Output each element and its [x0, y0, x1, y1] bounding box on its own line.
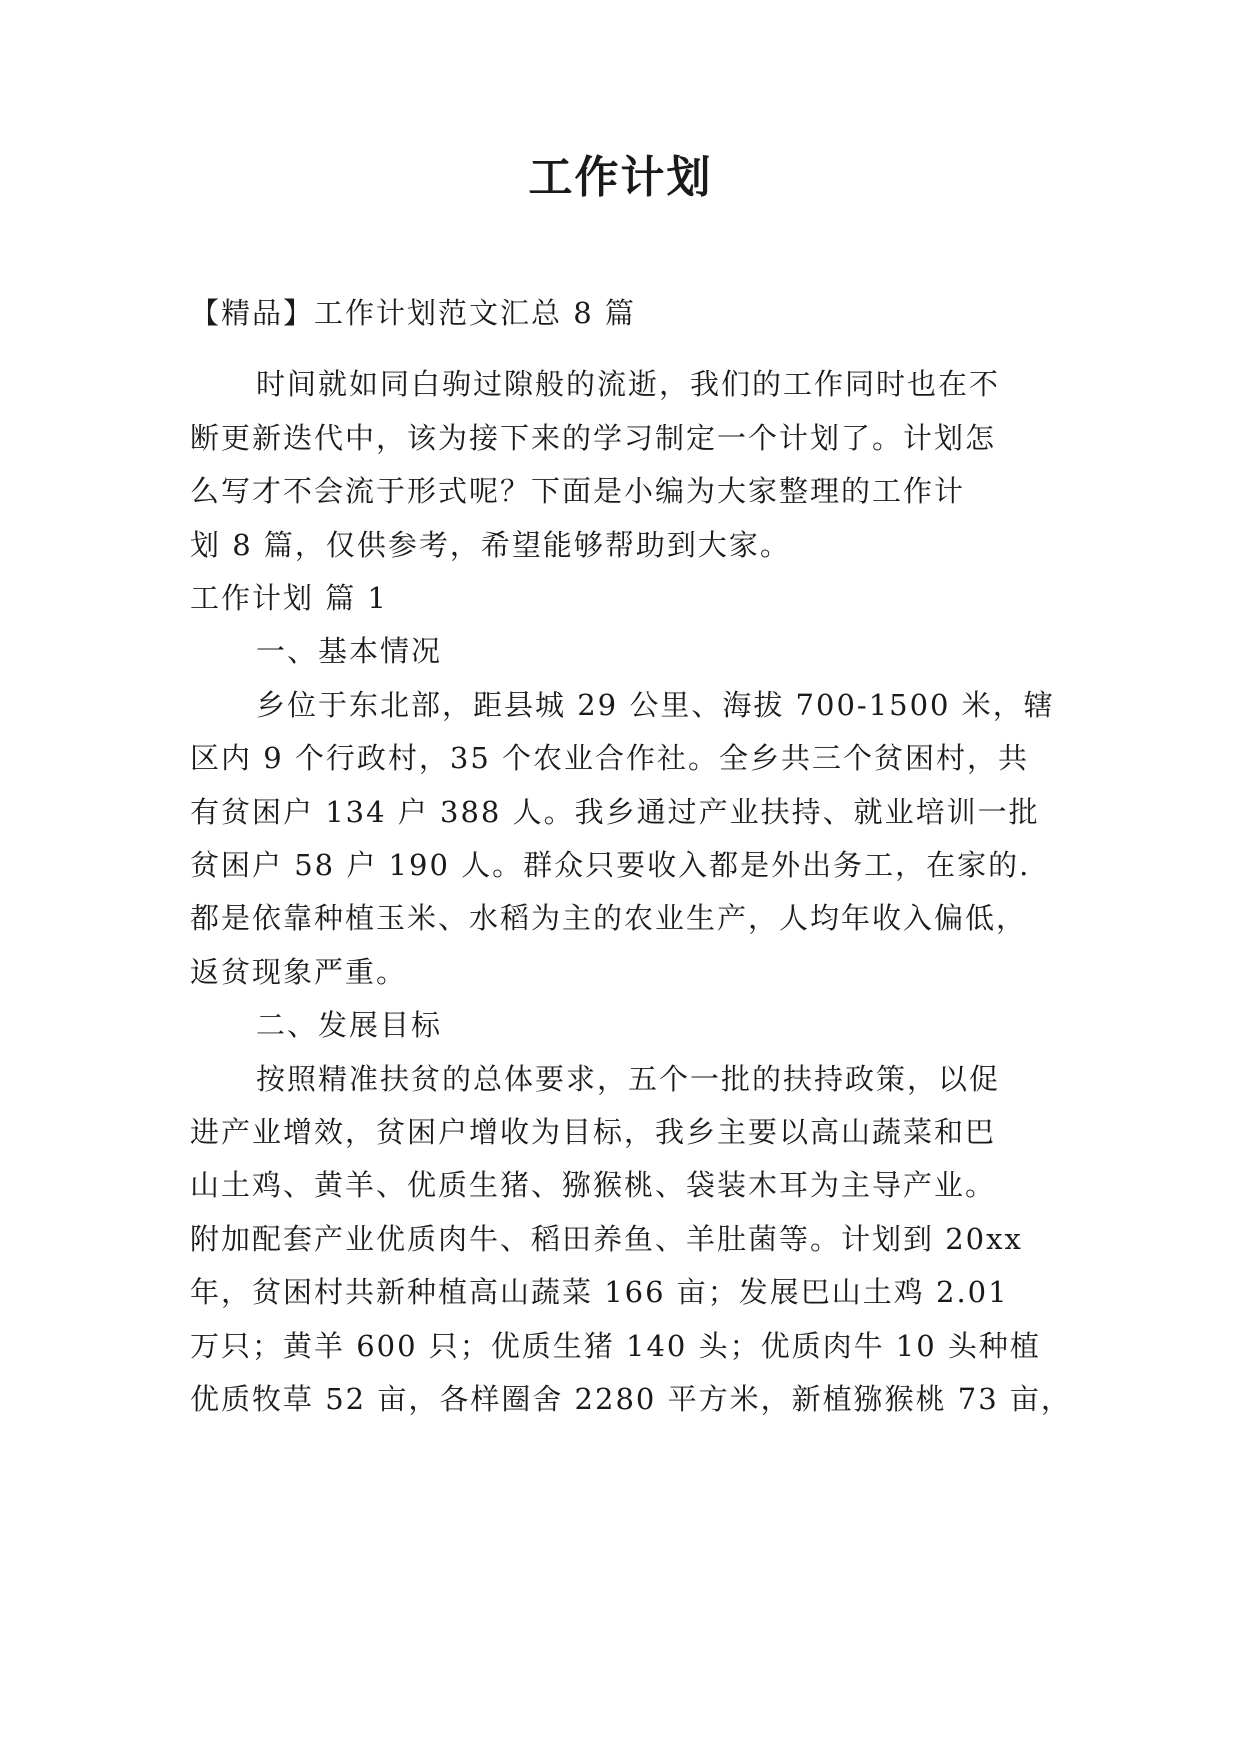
paragraph-line: 么写才不会流于形式呢？下面是小编为大家整理的工作计 [190, 474, 966, 508]
subsection-heading: 二、发展目标 [256, 1008, 443, 1042]
paragraph-line: 优质牧草 52 亩，各样圈舍 2280 平方米，新植猕猴桃 73 亩， [190, 1382, 1072, 1416]
paragraph-line: 返贫现象严重。 [190, 955, 408, 989]
paragraph-line: 断更新迭代中，该为接下来的学习制定一个计划了。计划怎 [190, 421, 997, 455]
paragraph-line: 划 8 篇，仅供参考，希望能够帮助到大家。 [190, 528, 791, 562]
subsection-heading: 一、基本情况 [256, 634, 443, 668]
paragraph-line: 万只；黄羊 600 只；优质生猪 140 头；优质肉牛 10 头种植 [190, 1329, 1041, 1363]
paragraph-line: 按照精准扶贫的总体要求，五个一批的扶持政策，以促 [256, 1062, 1001, 1096]
document-subtitle: 【精品】工作计划范文汇总 8 篇 [190, 296, 636, 330]
paragraph-line: 区内 9 个行政村，35 个农业合作社。全乡共三个贫困村，共 [190, 741, 1030, 775]
paragraph-line: 时间就如同白驹过隙般的流逝，我们的工作同时也在不 [256, 367, 1001, 401]
paragraph-line: 进产业增效，贫困户增收为目标，我乡主要以高山蔬菜和巴 [190, 1115, 997, 1149]
paragraph-line: 都是依靠种植玉米、水稻为主的农业生产，人均年收入偏低， [190, 901, 1028, 935]
paragraph-line: 乡位于东北部，距县城 29 公里、海拔 700-1500 米，辖 [256, 688, 1055, 722]
paragraph-line: 山土鸡、黄羊、优质生猪、猕猴桃、袋装木耳为主导产业。 [190, 1168, 997, 1202]
paragraph-line: 有贫困户 134 户 388 人。我乡通过产业扶持、就业培训一批 [190, 795, 1040, 829]
paragraph-line: 贫困户 58 户 190 人。群众只要收入都是外出务工，在家的. [190, 848, 1031, 882]
paragraph-line: 年，贫困村共新种植高山蔬菜 166 亩；发展巴山土鸡 2.01 [190, 1275, 1009, 1309]
page-title: 工作计划 [528, 152, 713, 203]
paragraph-line: 附加配套产业优质肉牛、稻田养鱼、羊肚菌等。计划到 20xx [190, 1222, 1023, 1256]
section-heading: 工作计划 篇 1 [190, 581, 388, 615]
